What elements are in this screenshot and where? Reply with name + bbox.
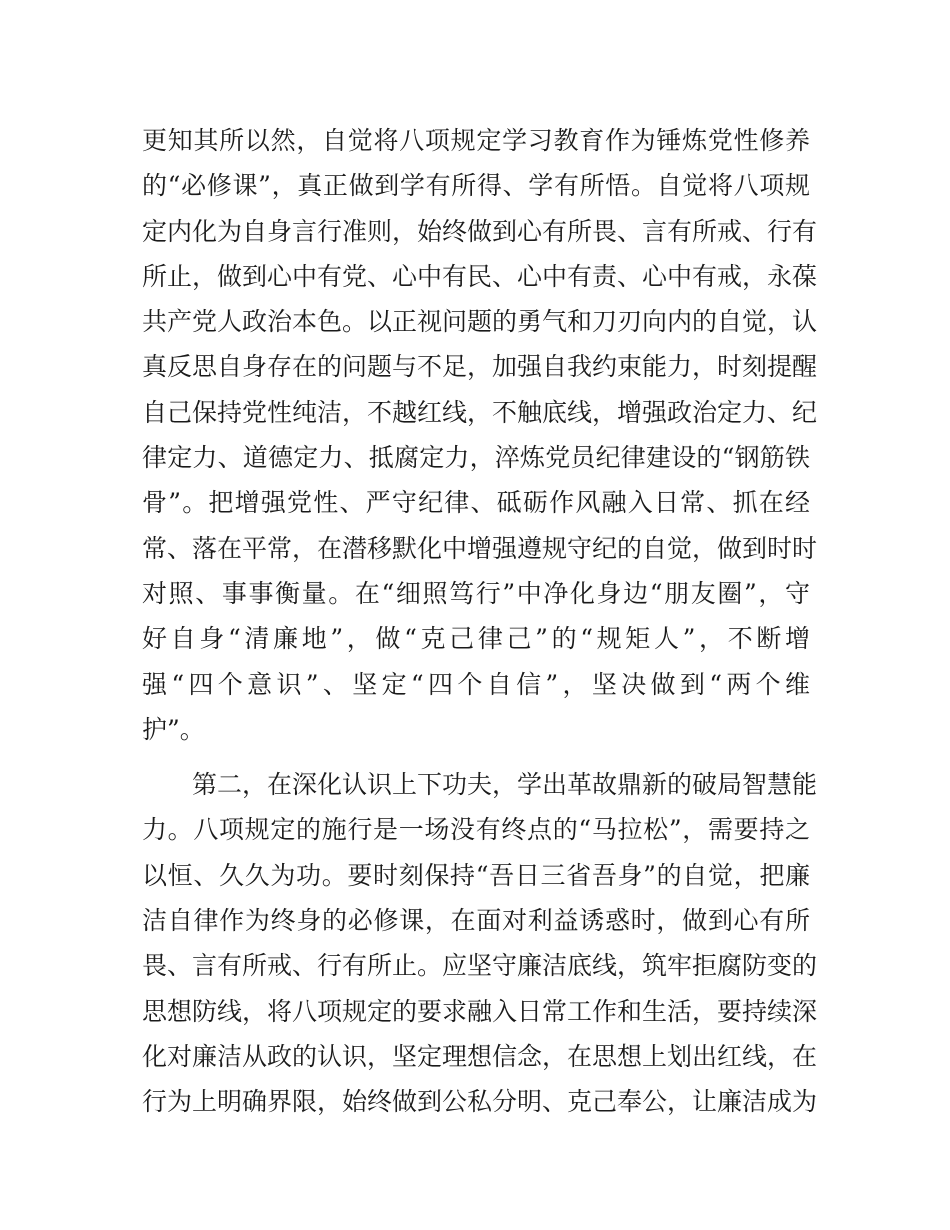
paragraph-line: 自己保持党性纯洁，不越红线，不触底线，增强政治定力、纪 (142, 397, 818, 427)
paragraph-line: 更知其所以然，自觉将八项规定学习教育作为锤炼党性修养 (142, 126, 810, 155)
paragraph-line: 力。八项规定的施行是一场没有终点的“马拉松”，需要持之 (142, 815, 810, 845)
paragraph-line: 强“四个意识”、坚定“四个自信”，坚决做到“两个维 (142, 669, 810, 699)
paragraph-line: 常、落在平常，在潜移默化中增强遵规守纪的自觉，做到时时 (142, 533, 818, 563)
paragraph-line: 洁自律作为终身的必修课，在面对利益诱惑时，做到心有所 (142, 906, 810, 936)
paragraph-line: 好自身“清廉地”，做“克己律己”的“规矩人”，不断增 (142, 624, 810, 654)
paragraph (142, 762, 818, 1124)
paragraph-line: 第二，在深化认识上下功夫，学出革故鼎新的破局智慧能 (142, 770, 818, 800)
paragraph (142, 118, 818, 752)
paragraph-line: 思想防线，将八项规定的要求融入日常工作和生活，要持续深 (142, 996, 818, 1026)
paragraph-line: 律定力、道德定力、抵腐定力，淬炼党员纪律建设的“钢筋铁 (142, 443, 810, 473)
paragraph-line: 护”。 (142, 714, 205, 744)
paragraph-line: 化对廉洁从政的认识，坚定理想信念，在思想上划出红线，在 (142, 1041, 818, 1071)
paragraph-line: 定内化为自身言行准则，始终做到心有所畏、言有所戒、行有 (142, 216, 818, 246)
paragraph-line: 共产党人政治本色。以正视问题的勇气和刀刃向内的自觉，认 (142, 307, 818, 337)
paragraph-gap (142, 752, 810, 762)
paragraph-line: 真反思自身存在的问题与不足，加强自我约束能力，时刻提醒 (142, 352, 818, 382)
paragraph-line: 畏、言有所戒、行有所止。应坚守廉洁底线，筑牢拒腐防变的 (142, 951, 818, 981)
paragraph-line: 所止，做到心中有党、心中有民、心中有责、心中有戒，永葆 (142, 261, 818, 291)
paragraph-line: 行为上明确界限，始终做到公私分明、克己奉公，让廉洁成为 (142, 1087, 818, 1117)
paragraph-line: 对照、事事衡量。在“细照笃行”中净化身边“朋友圈”，守 (142, 578, 810, 608)
paragraph-line: 以恒、久久为功。要时刻保持“吾日三省吾身”的自觉，把廉 (142, 860, 810, 890)
document-body (142, 118, 818, 1125)
paragraph-line: 的“必修课”，真正做到学有所得、学有所悟。自觉将八项规 (142, 171, 810, 201)
paragraph-line: 骨”。把增强党性、严守纪律、砥砺作风融入日常、抓在经 (142, 488, 810, 518)
